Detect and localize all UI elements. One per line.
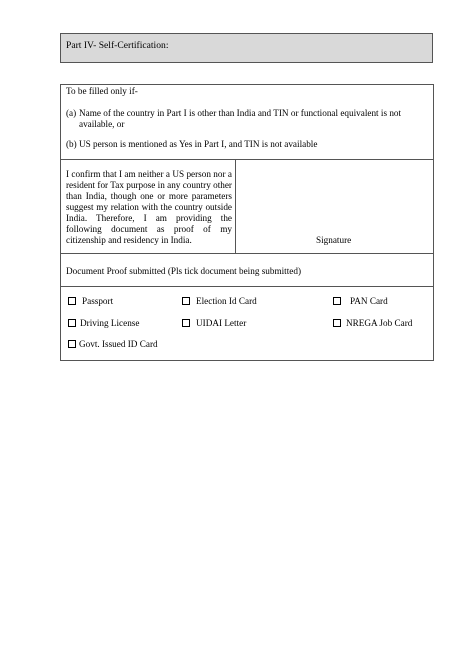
checkbox-label: UIDAI Letter — [196, 318, 247, 328]
checkbox-box[interactable] — [333, 319, 341, 327]
checkbox-label: Govt. Issued ID Card — [79, 339, 158, 349]
checkbox-box[interactable] — [68, 319, 76, 327]
declaration-text: I confirm that I am neither a US person nor a resident for Tax purpose in any country other than India, though one or more parameters suggest my relation with the country outside India. Therefore, I am providing the following document as proof of my citizenship and residency in India. — [66, 169, 232, 246]
checkbox-label: Election Id Card — [196, 296, 257, 306]
checkbox-box[interactable] — [68, 297, 76, 305]
checkbox-box[interactable] — [68, 340, 76, 348]
self-certification-form — [60, 84, 434, 361]
condition-b-marker: (b) — [66, 139, 77, 149]
checkbox-label: PAN Card — [350, 296, 388, 306]
checkbox-box[interactable] — [182, 297, 190, 305]
part-iv-header — [60, 33, 433, 63]
divider — [61, 159, 433, 160]
checkbox-box[interactable] — [182, 319, 190, 327]
checkbox-pan-card[interactable] — [333, 296, 388, 306]
checkbox-label: Passport — [82, 296, 114, 306]
checkbox-uidai-letter[interactable] — [182, 318, 246, 328]
condition-a-marker: (a) — [66, 108, 77, 118]
checkbox-election-id-card[interactable] — [182, 296, 257, 306]
checkbox-label: NREGA Job Card — [346, 318, 413, 328]
divider — [61, 286, 433, 287]
checkbox-govt-issued-id-card[interactable] — [68, 339, 158, 349]
checkbox-label: Driving License — [80, 318, 140, 328]
condition-b-text: US person is mentioned as Yes in Part I, and TIN is not available — [79, 139, 318, 149]
column-divider — [235, 159, 236, 253]
part-title: Part IV- Self-Certification: — [66, 40, 169, 51]
checkbox-driving-license[interactable] — [68, 318, 139, 328]
intro-text: To be filled only if- — [66, 86, 138, 96]
checkbox-box[interactable] — [333, 297, 341, 305]
condition-a-text: Name of the country in Part I is other than India and TIN or functional equivalent is not available, or — [79, 108, 402, 129]
checkbox-passport[interactable] — [68, 296, 113, 306]
document-proof-label: Document Proof submitted (Pls tick document being submitted) — [66, 266, 302, 276]
signature-label: Signature — [316, 235, 352, 245]
checkbox-nrega-job-card[interactable] — [333, 318, 412, 328]
divider — [61, 253, 433, 254]
